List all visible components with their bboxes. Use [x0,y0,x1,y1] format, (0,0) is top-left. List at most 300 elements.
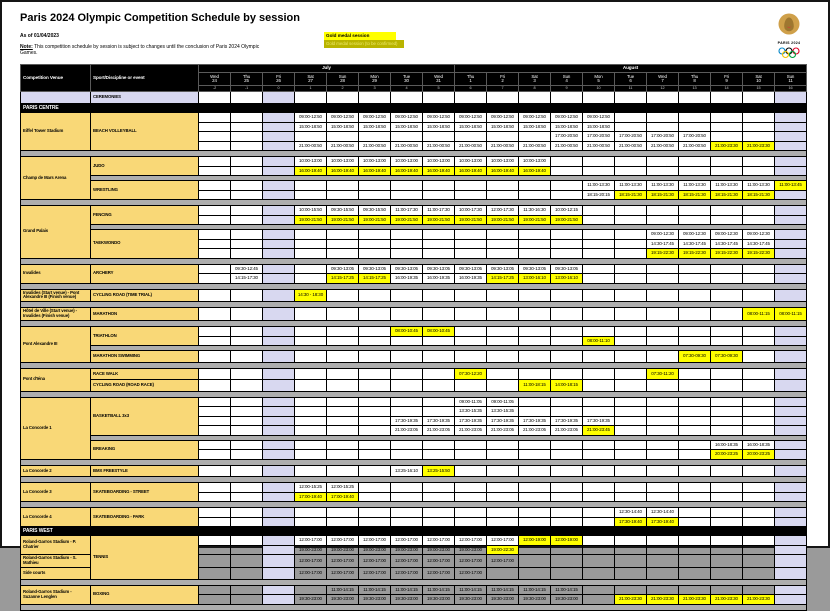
session-cell [231,351,263,363]
sport-cell: FENCING [91,206,199,225]
session-cell [391,368,423,380]
session-cell: 10:00-13:00 [519,157,551,167]
session-cell [551,336,583,346]
session-cell [519,336,551,346]
session-cell [615,122,647,132]
venue-cell: Roland-Garros Stadium - Suzanne Lenglen [21,585,91,604]
session-cell [455,132,487,142]
session-cell [455,289,487,302]
session-cell [743,426,775,436]
session-cell [551,308,583,321]
session-cell [199,416,231,426]
day-index: 16 [775,86,807,92]
session-cell [231,536,263,546]
session-cell: 09:00-11:05 [455,397,487,407]
day-header: Tue 6 [615,73,647,86]
session-cell: 16:00-19:35 [455,274,487,284]
session-cell [231,416,263,426]
session-cell [263,166,295,176]
session-cell [647,545,679,555]
session-cell [519,249,551,259]
session-cell [711,215,743,225]
session-cell [743,264,775,274]
session-cell: 09:00-12:50 [551,113,583,123]
session-cell [583,545,615,555]
session-cell [423,249,455,259]
session-cell [775,141,807,151]
session-cell: 12:00-17:00 [455,536,487,546]
session-cell [455,508,487,518]
session-cell [711,92,743,104]
venue-cell: Roland-Garros Stadium - S. Mathieu [21,555,91,568]
session-cell [327,181,359,191]
session-cell: 14:30-17:45 [679,239,711,249]
session-cell [711,555,743,568]
session-cell [423,336,455,346]
session-cell [743,274,775,284]
session-cell: 19:00-21:50 [455,215,487,225]
session-cell [263,122,295,132]
day-header: Wed 24 [199,73,231,86]
session-cell [231,122,263,132]
session-cell [615,327,647,337]
session-cell [775,416,807,426]
session-cell [775,274,807,284]
session-cell [295,380,327,392]
schedule-row [21,440,807,450]
session-cell [295,336,327,346]
session-cell [519,181,551,191]
session-cell [583,465,615,477]
session-cell [519,555,551,568]
session-cell [487,568,519,580]
session-cell [647,416,679,426]
session-cell [551,555,583,568]
session-cell [583,517,615,527]
session-cell [775,289,807,302]
session-cell [391,483,423,493]
session-cell [551,545,583,555]
session-cell: 19:15-22:30 [679,249,711,259]
session-cell [263,397,295,407]
session-cell [583,555,615,568]
session-cell [263,289,295,302]
session-cell [583,157,615,167]
session-cell [199,122,231,132]
session-cell: 19:00-23:00 [327,545,359,555]
session-cell: 11:00-14:15 [327,585,359,595]
session-cell [295,585,327,595]
session-cell: 19:00-21:50 [487,215,519,225]
session-cell [487,190,519,200]
session-cell [743,206,775,216]
session-cell [231,426,263,436]
session-cell [295,416,327,426]
session-cell [615,351,647,363]
session-cell: 17:30-19:35 [519,416,551,426]
session-cell [583,450,615,460]
venue-cell: Pont d'Iéna [21,368,91,391]
session-cell: 10:00-13:00 [423,157,455,167]
session-cell [519,440,551,450]
session-cell [199,595,231,605]
session-cell [583,289,615,302]
month-header: August [455,65,807,73]
paris-2024-emblem-icon [778,13,800,35]
session-cell [231,545,263,555]
session-cell [743,336,775,346]
session-cell: 16:00-19:40 [391,166,423,176]
session-cell [263,181,295,191]
session-cell [679,166,711,176]
session-cell [647,380,679,392]
session-cell [359,407,391,417]
session-cell [647,492,679,502]
session-cell [199,230,231,240]
session-cell [199,157,231,167]
session-cell [327,517,359,527]
session-cell: 12:00-17:00 [391,536,423,546]
session-cell [263,465,295,477]
session-cell [647,113,679,123]
session-cell [583,568,615,580]
sport-cell: ARCHERY [91,264,199,283]
session-cell: 11:00-13:30 [711,181,743,191]
session-cell [711,336,743,346]
session-cell [551,166,583,176]
session-cell [711,380,743,392]
session-cell [199,92,231,104]
session-cell [775,327,807,337]
session-cell [423,380,455,392]
session-cell [487,517,519,527]
session-cell [775,113,807,123]
session-cell [199,380,231,392]
session-cell [327,508,359,518]
session-cell [199,351,231,363]
session-cell [679,274,711,284]
session-cell [199,327,231,337]
day-index: -1 [231,86,263,92]
session-cell: 15:00-18:50 [327,122,359,132]
session-cell: 21:00-00:50 [551,141,583,151]
session-cell: 09:30-12:45 [231,264,263,274]
session-cell [711,465,743,477]
session-cell [327,397,359,407]
session-cell [327,239,359,249]
session-cell [615,536,647,546]
session-cell: 21:00-23:30 [615,595,647,605]
session-cell [519,397,551,407]
session-cell: 07:30-12:20 [455,368,487,380]
session-cell [455,327,487,337]
session-cell [615,215,647,225]
session-cell [423,289,455,302]
session-cell: 21:00-23:05 [391,426,423,436]
session-cell [775,426,807,436]
session-cell [583,215,615,225]
session-cell: 20:00-23:25 [743,450,775,460]
session-cell [295,508,327,518]
session-cell [391,508,423,518]
session-cell: 15:00-18:50 [455,122,487,132]
session-cell [199,264,231,274]
session-cell: 09:00-12:50 [519,113,551,123]
session-cell [231,380,263,392]
session-cell: 15:00-18:50 [583,122,615,132]
session-cell [679,585,711,595]
session-cell [775,536,807,546]
session-cell: 19:15-22:30 [647,249,679,259]
session-cell [519,508,551,518]
session-cell [327,368,359,380]
schedule-row [21,308,807,321]
session-cell [423,492,455,502]
session-cell [743,536,775,546]
session-cell [583,380,615,392]
session-cell [775,517,807,527]
day-header: Thu 8 [679,73,711,86]
session-cell: 09:30-13:05 [391,264,423,274]
session-cell [263,568,295,580]
session-cell [423,239,455,249]
session-cell [487,289,519,302]
day-index: 11 [615,86,647,92]
session-cell [487,132,519,142]
venue-cell: Champ de Mars Arena [21,157,91,200]
session-cell [711,166,743,176]
session-cell [775,157,807,167]
session-cell: 09:30-13:05 [327,264,359,274]
session-cell: 12:00-19:00 [519,536,551,546]
session-cell [295,190,327,200]
day-index: 7 [487,86,519,92]
session-cell [679,368,711,380]
session-cell [423,440,455,450]
session-cell [359,440,391,450]
session-cell: 21:00-23:30 [679,595,711,605]
session-cell: 18:15-20:15 [583,190,615,200]
session-cell [327,132,359,142]
day-header: Fri 2 [487,73,519,86]
session-cell: 11:00-13:30 [615,181,647,191]
session-cell: 12:00-19:00 [551,536,583,546]
session-cell [327,289,359,302]
day-index: 5 [423,86,455,92]
session-cell: 17:30-19:35 [391,416,423,426]
session-cell [647,92,679,104]
session-cell: 09:30-13:05 [359,264,391,274]
session-cell: 19:00-23:00 [391,545,423,555]
session-cell [775,483,807,493]
venue-column-header: Competition Venue [21,65,91,92]
session-cell: 12:00-17:00 [423,555,455,568]
session-cell [679,465,711,477]
sport-cell: CYCLING ROAD (TIME TRIAL) [91,289,199,302]
session-cell [551,327,583,337]
session-cell [455,440,487,450]
session-cell: 19:30-23:00 [359,595,391,605]
schedule-row [21,380,807,392]
session-cell [711,308,743,321]
session-cell [295,264,327,274]
session-cell [775,249,807,259]
session-cell [199,397,231,407]
session-cell [231,132,263,142]
sport-cell: BREAKING [91,440,199,459]
session-cell [647,397,679,407]
day-index: 13 [679,86,711,92]
schedule-row [21,351,807,363]
session-cell [359,132,391,142]
session-cell [391,407,423,417]
session-cell: 16:00-19:40 [455,166,487,176]
venue-cell: La Concorde 1 [21,397,91,459]
session-cell [551,440,583,450]
session-cell: 19:00-21:50 [327,215,359,225]
session-cell: 09:30-15:50 [359,206,391,216]
session-cell [199,508,231,518]
day-header: Fri 26 [263,73,295,86]
session-cell [711,132,743,142]
session-cell [263,508,295,518]
session-cell [679,508,711,518]
session-cell: 21:00-00:50 [327,141,359,151]
session-cell: 16:00-18:35 [711,440,743,450]
session-cell [391,289,423,302]
session-cell [231,517,263,527]
session-cell [327,327,359,337]
session-cell [743,508,775,518]
session-cell [583,274,615,284]
session-cell [231,239,263,249]
session-cell: 09:30-15:50 [327,206,359,216]
session-cell [551,407,583,417]
session-cell [391,380,423,392]
session-cell [647,555,679,568]
session-cell: 14:30-17:45 [711,239,743,249]
session-cell: 11:00-14:15 [519,585,551,595]
session-cell: 09:00-12:50 [359,113,391,123]
session-cell [359,351,391,363]
session-cell [359,492,391,502]
session-cell [295,450,327,460]
session-cell [775,92,807,104]
sport-cell: JUDO [91,157,199,176]
session-cell [263,249,295,259]
session-cell [263,308,295,321]
session-cell [359,450,391,460]
session-cell [199,166,231,176]
session-cell: 15:00-18:50 [359,122,391,132]
day-index: 9 [551,86,583,92]
session-cell [775,368,807,380]
session-cell [551,368,583,380]
session-cell: 12:00-17:00 [327,568,359,580]
session-cell [583,92,615,104]
session-cell [775,568,807,580]
session-cell: 19:15-22:30 [743,249,775,259]
session-cell [679,157,711,167]
sport-cell: CYCLING ROAD (ROAD RACE) [91,380,199,392]
session-cell: 12:00-17:00 [359,555,391,568]
session-cell [455,239,487,249]
schedule-row [21,327,807,337]
session-cell [551,483,583,493]
session-cell [423,397,455,407]
session-cell [519,450,551,460]
session-cell [423,368,455,380]
session-cell [263,555,295,568]
session-cell [615,206,647,216]
session-cell: 09:30-13:05 [519,264,551,274]
session-cell [487,508,519,518]
session-cell [487,492,519,502]
day-header: Sun 4 [551,73,583,86]
session-cell [647,568,679,580]
day-index: 2 [327,86,359,92]
session-cell [519,483,551,493]
session-cell [615,380,647,392]
session-cell [231,206,263,216]
session-cell [327,336,359,346]
session-cell [295,181,327,191]
session-cell [263,141,295,151]
session-cell [231,440,263,450]
session-cell [487,327,519,337]
session-cell [551,450,583,460]
session-cell: 19:00-21:50 [295,215,327,225]
session-cell: 19:30-23:00 [295,595,327,605]
session-cell [231,327,263,337]
sport-cell: MARATHON SWIMMING [91,351,199,363]
session-cell [743,483,775,493]
session-cell: 16:00-19:35 [423,274,455,284]
session-cell: 10:00-13:00 [391,157,423,167]
session-cell: 11:00-13:30 [679,181,711,191]
session-cell: 13:30-15:35 [487,407,519,417]
session-cell [327,351,359,363]
venue-cell: Invalides [21,264,91,283]
session-cell [615,492,647,502]
session-cell [199,440,231,450]
session-cell [231,368,263,380]
sport-cell: SKATEBOARDING - PARK [91,508,199,527]
session-cell [775,132,807,142]
session-cell [391,450,423,460]
session-cell [743,465,775,477]
session-cell: 21:00-00:50 [455,141,487,151]
session-cell: 08:00-11:15 [775,308,807,321]
session-cell [551,517,583,527]
session-cell [583,407,615,417]
session-cell: 19:30-23:00 [423,595,455,605]
session-cell [295,249,327,259]
session-cell [647,351,679,363]
session-cell [775,585,807,595]
session-cell [391,351,423,363]
session-cell [231,308,263,321]
session-cell [231,157,263,167]
session-cell [615,92,647,104]
session-cell [583,595,615,605]
day-index: 14 [711,86,743,92]
session-cell [199,190,231,200]
session-cell [743,416,775,426]
session-cell [775,508,807,518]
schedule-row [21,397,807,407]
session-cell [615,264,647,274]
